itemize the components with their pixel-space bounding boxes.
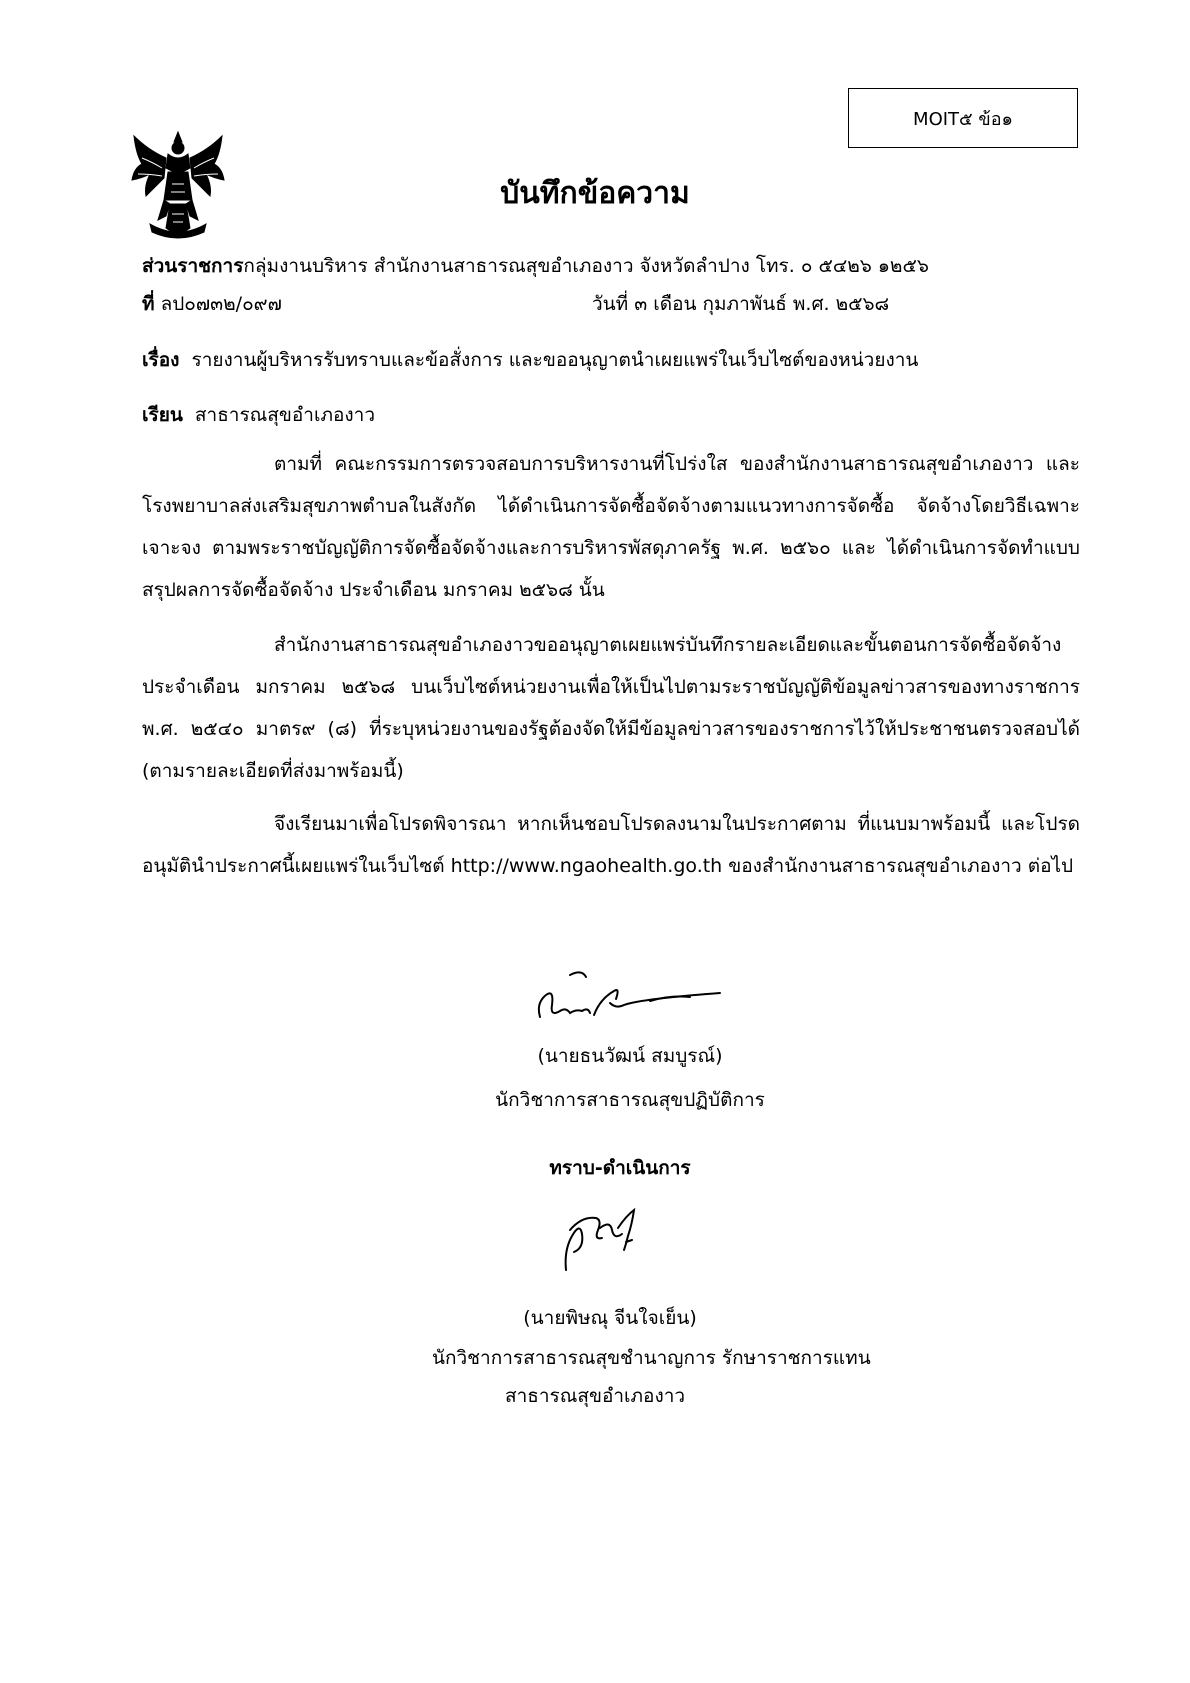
subject-value: รายงานผู้บริหารรับทราบและข้อสั่งการ และขออนุญาตนำเผยแพร่ในเว็บไซต์ของหน่วยงาน bbox=[191, 349, 919, 371]
signature-2-image bbox=[552, 1200, 652, 1275]
paragraph-1-text: ตามที่ คณะกรรมการตรวจสอบการบริหารงานที่โปร่งใส ของสำนักงานสาธารณสุขอำเภองาว และโรงพยาบาลส่งเสริมสุขภาพตำบลในสังกัด ได้ดำเนินการจัดซื้อจัดจ้างตามแนวทางการจัดซื้อ จัดจ้างโดยวิธีเฉพาะเจาะจง ตามพระราชบัญญัติการจัดซื้อจัดจ้างและการบริหารพัสดุภาครัฐ พ.ศ. ๒๕๖๐ และ ได้ดำเนินการจัดทำแบบสรุปผลการจัดซื้อจัดจ้าง ประจำเดือน มกราคม ๒๕๖๘ นั้น bbox=[142, 453, 1080, 601]
to-value: สาธารณสุขอำเภองาว bbox=[194, 404, 375, 426]
signer-2-name: (นายพิษณุ จีนใจเย็น) bbox=[523, 1307, 697, 1329]
agency-line bbox=[142, 252, 929, 280]
subject-label: เรื่อง bbox=[142, 349, 180, 371]
number-line bbox=[142, 290, 282, 318]
to-label: เรียน bbox=[142, 404, 183, 426]
number-label: ที่ bbox=[142, 293, 155, 315]
approval-label: ทราบ-ดำเนินการ bbox=[549, 1157, 691, 1179]
reference-box bbox=[848, 88, 1078, 148]
signer-1-position: นักวิชาการสาธารณสุขปฏิบัติการ bbox=[495, 1089, 765, 1111]
to-line bbox=[142, 401, 375, 429]
agency-value: กลุ่มงานบริหาร สำนักงานสาธารณสุขอำเภองาว จังหวัดลำปาง โทร. ๐ ๕๔๒๖ ๑๒๕๖ bbox=[243, 255, 929, 277]
reference-text: MOIT๕ ข้อ๑ bbox=[913, 108, 1013, 130]
paragraph-2-text: สำนักงานสาธารณสุขอำเภองาวขออนุญาตเผยแพร่บันทึกรายละเอียดและขั้นตอนการจัดซื้อจัดจ้าง ประจำเดือน มกราคม ๒๕๖๘ บนเว็บไซต์หน่วยงานเพื่อให้เป็นไปตามระราชบัญญัติข้อมูลข่าวสารของทางราชการ พ.ศ. ๒๕๔๐ มาตร๙ (๘) ที่ระบุหน่วยงานของรัฐต้องจัดให้มีข้อมูลข่าวสารของราชการไว้ให้ประชาชนตรวจสอบได้ (ตามรายละเอียดที่ส่งมาพร้อมนี้) bbox=[142, 634, 1080, 782]
subject-line bbox=[142, 346, 918, 374]
body-paragraph-3 bbox=[142, 803, 1080, 887]
number-value: ลป๐๗๓๒/๐๙๗ bbox=[160, 293, 282, 315]
paragraph-3-text: จึงเรียนมาเพื่อโปรดพิจารณา หากเห็นชอบโปรดลงนามในประกาศตาม ที่แนบมาพร้อมนี้ และโปรดอนุมัตินำประกาศนี้เผยแพร่ในเว็บไซต์ http://www.ngaohealth.go.th ของสำนักงานสาธารณสุขอำเภองาว ต่อไป bbox=[142, 813, 1080, 877]
memo-title: บันทึกข้อความ bbox=[500, 176, 690, 211]
signer-2-position: นักวิชาการสาธารณสุขชำนาญการ รักษาราชการแทน bbox=[432, 1347, 871, 1369]
body-paragraph-1 bbox=[142, 443, 1080, 611]
signer-1-name: (นายธนวัฒน์ สมบูรณ์) bbox=[537, 1045, 723, 1067]
memo-date: วันที่ ๓ เดือน กุมภาพันธ์ พ.ศ. ๒๕๖๘ bbox=[592, 293, 890, 315]
signer-2-position-2: สาธารณสุขอำเภองาว bbox=[505, 1385, 686, 1407]
signature-1-image bbox=[530, 965, 725, 1025]
body-paragraph-2 bbox=[142, 624, 1080, 792]
agency-label: ส่วนราชการ bbox=[142, 255, 244, 277]
